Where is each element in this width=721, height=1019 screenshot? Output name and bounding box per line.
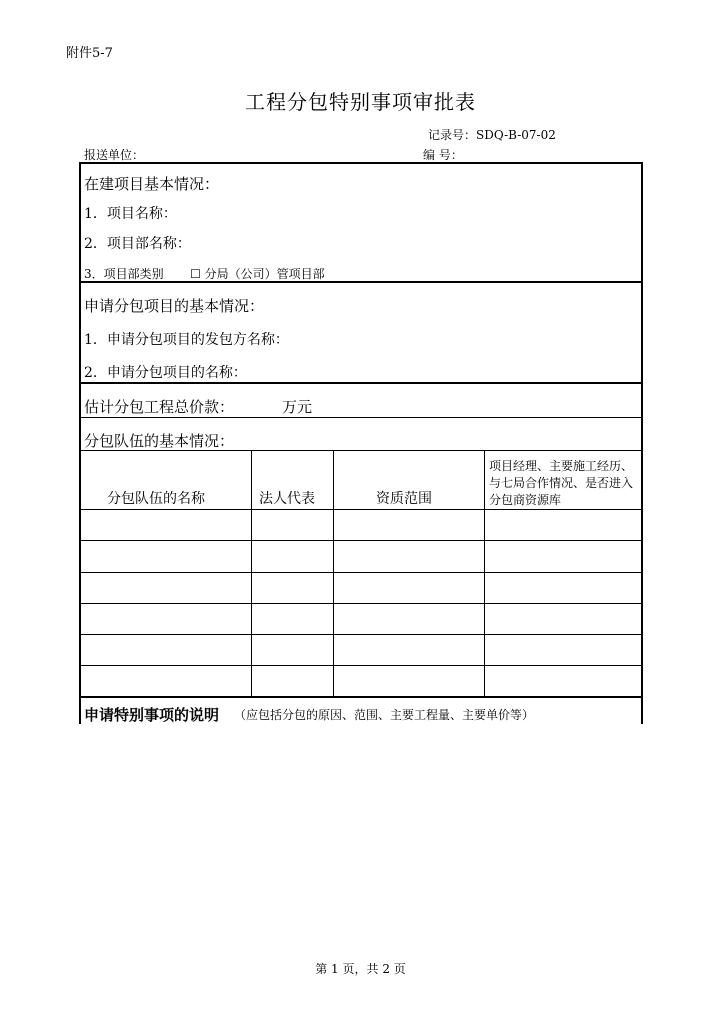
table-row [79,634,641,635]
divider [79,417,641,418]
attachment-label: 附件5-7 [66,46,113,61]
submitting-unit-label: 报送单位： [84,148,145,162]
subcontract-name-field: 2．申请分包项目的名称： [84,365,247,381]
record-number: 记录号：SDQ-B-07-02 [428,128,556,142]
divider [79,382,641,384]
table-row [79,509,641,510]
column-divider [484,450,485,696]
col-header-legal-rep: 法人代表 [259,491,315,507]
estimate-unit: 万元 [282,398,313,416]
col-header-experience: 项目经理、主要施工经历、与七局合作情况、是否进入分包商资源库 [489,459,634,507]
number-label: 编 号： [423,148,463,162]
special-matter-note: （应包括分包的原因、范围、主要工程量、主要单价等） [234,708,535,722]
category-checkbox-option[interactable]: ☐ 分局（公司）管项目部 [190,267,325,281]
column-divider [251,450,252,696]
project-name-field: 1．项目名称： [84,206,177,222]
divider [79,281,641,283]
col-header-team-name: 分包队伍的名称 [107,491,205,507]
employer-name-field: 1．申请分包项目的发包方名称： [84,332,289,348]
project-dept-name-field: 2．项目部名称： [84,236,191,252]
estimate-label: 估计分包工程总价款： [84,398,235,416]
table-row [79,696,641,698]
table-row [79,540,641,541]
table-row [79,603,641,604]
team-section-heading: 分包队伍的基本情况： [84,432,235,450]
section-subcontract-heading: 申请分包项目的基本情况： [84,297,265,315]
table-row [79,572,641,573]
section-project-heading: 在建项目基本情况： [84,175,220,193]
project-dept-category-label: 3．项目部类别 [84,267,164,281]
column-divider [333,450,334,696]
divider [79,450,641,451]
col-header-qualification: 资质范围 [376,491,432,507]
page-footer: 第 1 页，共 2 页 [315,962,406,976]
special-matter-heading: 申请特别事项的说明 [84,706,220,724]
table-row [79,665,641,666]
form-title: 工程分包特别事项审批表 [245,90,476,114]
